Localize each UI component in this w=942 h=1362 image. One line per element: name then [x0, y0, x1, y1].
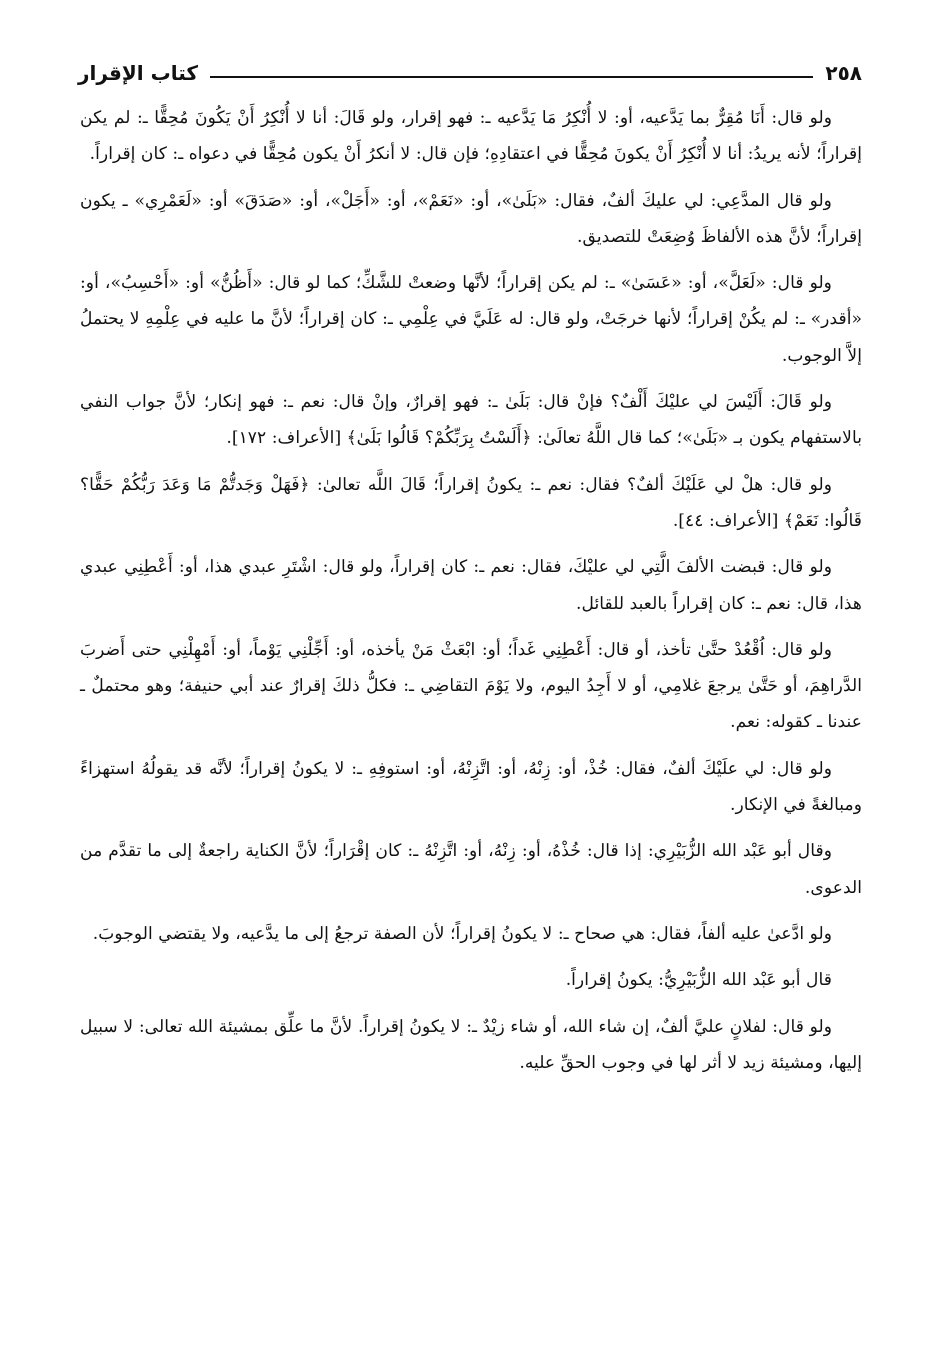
paragraph: ولو قال: لي علَيْكَ ألفٌ، فقال: خُذْ، أو: زِنْهُ، أو: اتَّزِنْهُ، أو: استوفِهِ ـ: لا يكونُ إقراراً؛ لأنَّه قد يقولُهُ استهزاءً ومبالغةً في الإنكار. [80, 758, 862, 816]
paragraph: وقال أبو عَبْد الله الزُّبَيْرِي: إذا قال: خُذْهُ، أو: زِنْهُ، أو: اتَّزِنْهُ ـ: كان إقْرَاراً؛ لأنَّ الكناية راجعةٌ إلى ما تقدَّم من الدعوى. [80, 841, 862, 898]
book-title: كتاب الإقرار [78, 61, 199, 85]
paragraph: ولو قال: «لَعَلَّ»، أو: «عَسَىٰ» ـ: لم يكن إقراراً؛ لأنَّها وضعتْ للشَّكِّ؛ كما لو قال: «أَظُنُّ» أو: «أَحْسِبُ»، أو: «أقدر» ـ: لم يكُنْ إقراراً؛ لأنها خرجَتْ، ولو قال: له عَلَيَّ في عِلْمِي ـ: كان إقراراً؛ لأنَّ ما عليه في عِلْمِهِ لا يحتملُ إلاَّ الوجوب. [80, 273, 862, 366]
paragraph: ولو قال المدَّعِي: لي عليكَ ألفٌ، فقال: «بَلَىٰ»، أو: «نَعَمْ»، أو: «أَجَلْ»، أو: «صَدَقَ» أو: «لَعَمْرِي» ـ يكون إقراراً؛ لأنَّ هذه الألفاظَ وُضِعَتْ للتصديق. [80, 190, 862, 247]
main-text [80, 100, 862, 1091]
page-number: ٢٥٨ [825, 61, 862, 85]
header-rule [210, 76, 813, 78]
paragraph: ولو قال: أَنَا مُقِرٌّ بما يَدَّعيه، أو: لا أُنْكِرُ مَا يَدَّعيه ـ: فهو إقرار، ولو قَالَ: أنا لا أُنْكِرُ أَنْ يَكُونَ مُحِقًّا ـ: لم يكن إقراراً؛ لأنه يريدُ: أنا لا أُنْكِرُ أَنْ يكونَ مُحِقًّا في اعتقادِهِ؛ فإن قال: لا أنكرُ أَنْ يكون مُحِقًّا في دعواه ـ: كان إقراراً. [80, 108, 862, 165]
paragraph: ولو قال: اُقْعُدْ حتَّىٰ تأخذ، أو قال: أَعْطِنِي غَداً؛ أو: ابْعَثْ مَنْ يأخذه، أو: أَجِّلْنِي يَوْماً، أو: أَمْهِلْنِي حتى أَضربَ الدَّراهِمَ، أو حَتَّىٰ يرجعَ غلامِي، أو لا أَجِدُ اليوم، ولا يَوْمَ التقاضِي ـ: فكلُّ ذلكَ إقرارٌ عند أبي حنيفة؛ وهو محتملٌ ـ عندنا ـ كقوله: نعم. [80, 639, 862, 733]
running-header [78, 56, 862, 90]
paragraph: ولو قال: هلْ لي عَلَيْكَ ألفٌ؟ فقال: نعم ـ: يكونُ إقراراً؛ قَالَ اللَّه تعالىٰ: ﴿فَهَلْ وَجَدتُّمْ مَا وَعَدَ رَبُّكُمْ حَقًّا؟ قَالُوا: نَعَمْ﴾ [الأعراف: ٤٤]. [80, 474, 862, 531]
paragraph: ولو ادَّعىٰ عليه ألفاً، فقال: هي صحاح ـ: لا يكونُ إقراراً؛ لأن الصفة ترجعُ إلى ما يدَّعيه، ولا يقتضي الوجوبَ. [92, 923, 832, 944]
paragraph: ولو قَالَ: أَلَيْسَ لي عليْكَ أَلْفٌ؟ فإنْ قال: بَلَىٰ ـ: فهو إقرارٌ، وإنْ قال: نعم ـ: فهو إنكار؛ لأنَّ جواب النفي بالاستفهام يكون بـ «بَلَىٰ»؛ كما قال اللَّهُ تعالَىٰ: ﴿أَلَسْتُ بِرَبِّكُمْ؟ قَالُوا بَلَىٰ﴾ [الأعراف: ١٧٢]. [80, 392, 862, 449]
paragraph: ولو قال: لفلانٍ عليَّ ألفٌ، إن شاء الله، أو شاء زيْدٌ ـ: لا يكونُ إقراراً. لأنَّ ما علِّق بمشيئة الله تعالى: لا سبيل إليها، ومشيئة زيد لا أثر لها في وجوب الحقِّ عليه. [80, 1016, 862, 1073]
paragraph: قال أبو عَبْد الله الزُّبَيْرِيُّ: يكونُ إقراراً. [565, 970, 832, 991]
paragraph: ولو قال: قبضت الألفَ الَّتِي لي عليْكَ، فقال: نعم ـ: كان إقراراً، ولو قال: اشْتَرِ عبدي هذا، أو: أَعْطِنِي عبدي هذا، قال: نعم ـ: كان إقراراً بالعبد للقائل. [80, 557, 862, 614]
